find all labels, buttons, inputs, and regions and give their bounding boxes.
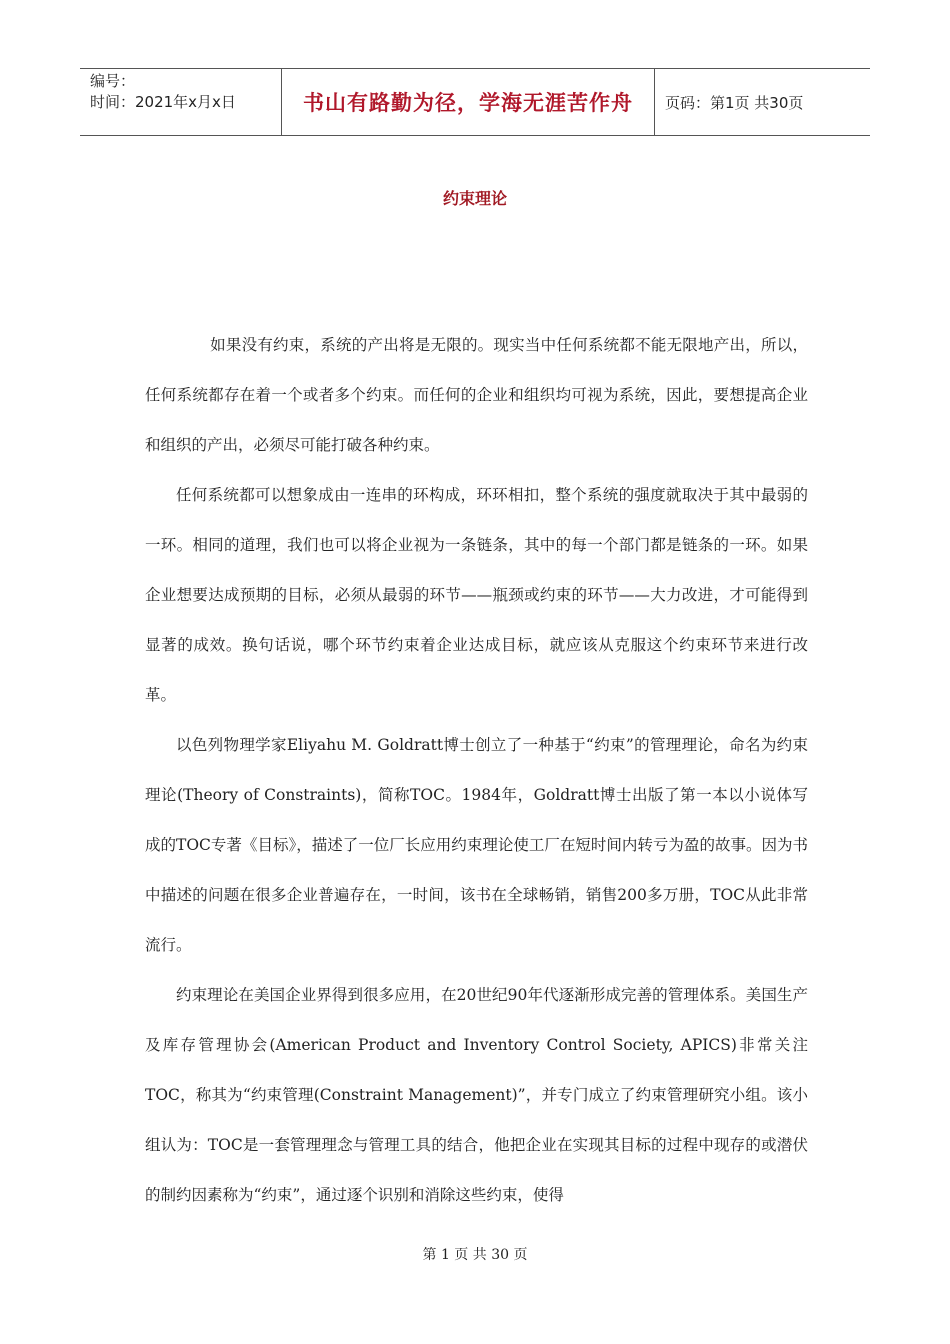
page-footer: 第 1 页 共 30 页 — [422, 1247, 528, 1263]
header-motto: 书山有路勤为径，学海无涯苦作舟 — [282, 69, 655, 135]
header-page-info: 页码：第1页 共30页 — [665, 93, 804, 112]
document-title: 约束理论 — [442, 189, 507, 208]
paragraph-4: 约束理论在美国企业界得到很多应用，在20世纪90年代逐渐形成完善的管理体系。美国生产及库存管理协会(American Product and Inventory Control Society, APICS)非常关注TOC，称其为“约束管理(Constraint Management)”，并专门成立了约束管理研究小组。该小组认为：TOC是一套管理理念与管理工具的结合，他把企业在实现其目标的过程中现存的或潜伏的制约因素称为“约束”，通过逐个识别和消除这些约束，使得 — [145, 986, 808, 1204]
document-body — [145, 320, 808, 1220]
page-header — [80, 68, 870, 136]
paragraph-3: 以色列物理学家Eliyahu M. Goldratt博士创立了一种基于“约束”的管理理论，命名为约束理论(Theory of Constraints)，简称TOC。1984年，Goldratt博士出版了第一本以小说体写成的TOC专著《目标》，描述了一位厂长应用约束理论使工厂在短时间内转亏为盈的故事。因为书中描述的问题在很多企业普遍存在，一时间，该书在全球畅销，销售200多万册，TOC从此非常流行。 — [145, 736, 808, 954]
paragraph-1: 如果没有约束，系统的产出将是无限的。现实当中任何系统都不能无限地产出，所以，任何系统都存在着一个或者多个约束。而任何的企业和组织均可视为系统，因此，要想提高企业和组织的产出，必须尽可能打破各种约束。 — [145, 336, 808, 454]
header-meta — [80, 69, 282, 135]
paragraph-2: 任何系统都可以想象成由一连串的环构成，环环相扣，整个系统的强度就取决于其中最弱的一环。相同的道理，我们也可以将企业视为一条链条，其中的每一个部门都是链条的一环。如果企业想要达成预期的目标，必须从最弱的环节——瓶颈或约束的环节——大力改进，才可能得到显著的成效。换句话说，哪个环节约束着企业达成目标，就应该从克服这个约束环节来进行改革。 — [145, 486, 808, 704]
time-label: 时间：2021年x月x日 — [90, 93, 236, 111]
number-label: 编号： — [90, 72, 136, 90]
